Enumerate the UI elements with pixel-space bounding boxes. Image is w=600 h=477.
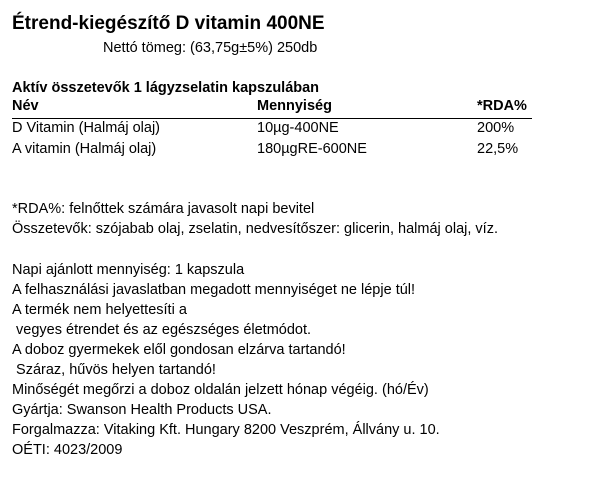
product-title: Étrend-kiegészítő D vitamin 400NE [12,13,325,34]
instruction-line: vegyes étrendet és az egészséges életmódot. [12,322,312,338]
ingredients-text: Összetevők: szójabab olaj, zselatin, nedvesítőszer: glicerin, halmáj olaj, víz. [12,221,498,237]
instruction-line: A felhasználási javaslatban megadott mennyiséget ne lépje túl! [12,282,416,298]
column-header-rda: *RDA% [477,98,527,114]
instruction-line: OÉTI: 4023/2009 [12,442,123,458]
column-header-quantity: Mennyiség [257,98,332,114]
instruction-line: A doboz gyermekek elől gondosan elzárva tartandó! [12,342,346,358]
composition-table [12,98,532,162]
ingredient-rda: 22,5% [477,141,519,157]
rda-note-text: *RDA%: felnőttek számára javasolt napi bevitel [12,201,315,217]
table-row [12,141,532,162]
instruction-line: Napi ajánlott mennyiség: 1 kapszula [12,262,245,278]
ingredient-name: D Vitamin (Halmáj olaj) [12,120,160,136]
composition-title: Aktív összetevők 1 lágyzselatin kapszulában [12,80,320,96]
table-header [12,98,532,119]
ingredient-quantity: 180µgRE-600NE [257,141,367,157]
instruction-line: A termék nem helyettesíti a [12,302,187,318]
ingredient-name: A vitamin (Halmáj olaj) [12,141,157,157]
ingredient-quantity: 10µg-400NE [257,120,339,136]
instruction-line: Forgalmazza: Vitaking Kft. Hungary 8200 Veszprém, Állvány u. 10. [12,422,440,438]
instruction-line: Gyártja: Swanson Health Products USA. [12,402,272,418]
net-weight: Nettó tömeg: (63,75g±5%) 250db [103,40,318,56]
column-header-name: Név [12,98,39,114]
ingredient-rda: 200% [477,120,515,136]
table-row [12,120,532,141]
instruction-line: Minőségét megőrzi a doboz oldalán jelzett hónap végéig. (hó/Év) [12,382,429,398]
instruction-line: Száraz, hűvös helyen tartandó! [12,362,216,378]
